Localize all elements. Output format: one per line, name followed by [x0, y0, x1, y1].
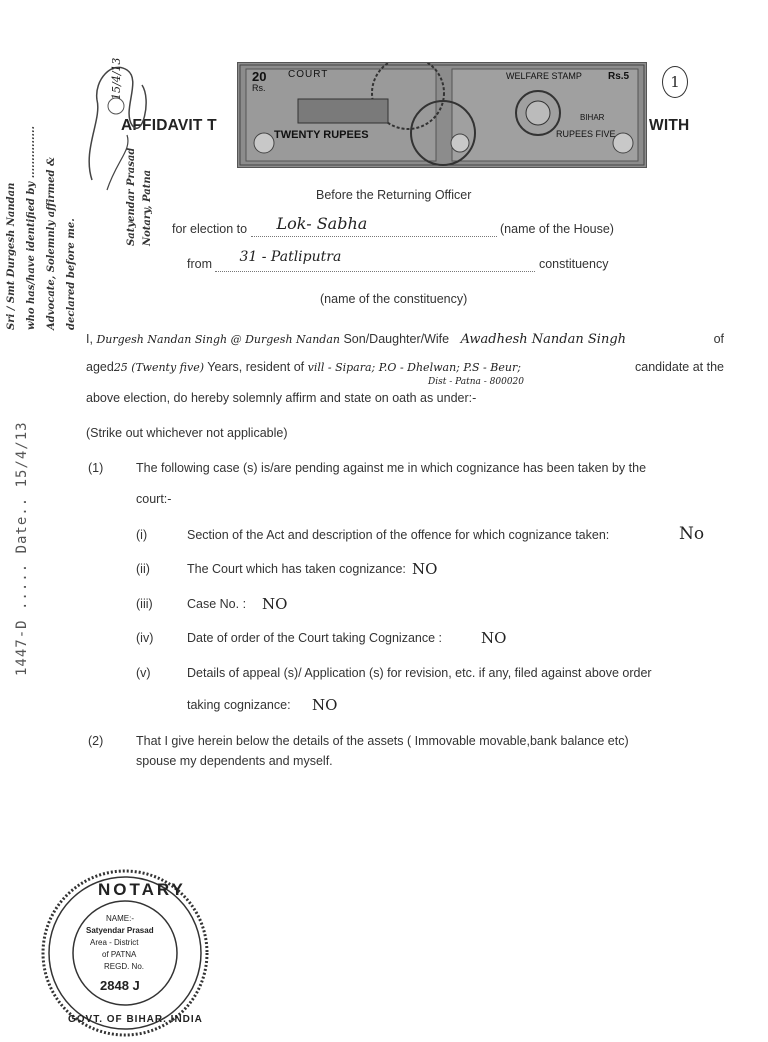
- stamp-welfare-label: WELFARE STAMP: [506, 71, 582, 81]
- attest-line1: Sri / Smt Durgesh Nandan: [6, 182, 17, 330]
- declarant-line: [86, 332, 726, 347]
- address-value: vill - Sipara; P.O - Dhelwan; P.S - Beur;: [307, 361, 521, 374]
- document-title-left: AFFIDAVIT T: [121, 117, 217, 134]
- seal-bottom-text: GOVT. OF BIHAR. INDIA: [68, 1014, 203, 1025]
- item-iii-number: (iii): [136, 597, 153, 611]
- item-v-value: NO: [312, 696, 338, 714]
- stamp-court-label: COURT: [288, 69, 329, 80]
- seal-city: of PATNA: [102, 950, 137, 959]
- item-i-value: No: [679, 524, 705, 544]
- stamp-twenty-label: TWENTY RUPEES: [274, 129, 369, 141]
- from-prefix: from: [187, 257, 212, 271]
- seal-area: Area - District: [90, 938, 139, 947]
- age-value: 25 (Twenty five): [113, 361, 205, 374]
- seal-name-label: NAME:-: [106, 914, 134, 923]
- item-iii-value: NO: [262, 595, 288, 613]
- district-value: Dist - Patna - 800020: [428, 377, 525, 387]
- section2-number: (2): [88, 734, 104, 748]
- item-v-number: (v): [136, 666, 151, 680]
- stamp-bihar-label: BIHAR: [580, 113, 605, 122]
- election-line: [172, 214, 614, 237]
- item-iv-value: NO: [481, 629, 507, 647]
- item-iv-label: Date of order of the Court taking Cognizance :: [187, 631, 443, 645]
- resident-label: Years, resident of: [207, 360, 305, 374]
- section1-text-line1: The following case (s) is/are pending against me in which cognizance has been taken by the: [136, 461, 647, 475]
- seal-number: 2848 J: [100, 978, 140, 993]
- seal-top-text: NOTARY: [98, 880, 186, 899]
- election-prefix: for election to: [172, 222, 248, 236]
- aged-label: aged: [86, 360, 114, 374]
- page-number: 1: [662, 66, 688, 98]
- signature-date: 15/4/13: [110, 57, 123, 100]
- notary-title: Notary, Patna: [142, 169, 153, 246]
- before-returning-officer: Before the Returning Officer: [316, 188, 472, 202]
- attestation-block: [6, 126, 80, 330]
- item-ii-value: NO: [412, 560, 438, 578]
- item-v-label: Details of appeal (s)/ Application (s) for revision, etc. if any, filed against above order: [187, 666, 652, 680]
- notary-seal: [40, 868, 210, 1038]
- attest-line4: declared before me.: [66, 218, 77, 330]
- election-value: Lok- Sabha: [276, 214, 368, 233]
- stamp-welfare-value: Rs.5: [608, 71, 630, 82]
- attest-line3: Advocate, Solemnly affirmed &: [46, 156, 57, 330]
- section2-text-line2: spouse my dependents and myself.: [136, 754, 333, 768]
- item-iv-number: (iv): [136, 631, 154, 645]
- i-label: I,: [86, 332, 93, 346]
- court-fee-stamp: [237, 62, 647, 168]
- registration-stamp: 1447-D ..... Date.. 15/4/13: [14, 421, 30, 676]
- item-i-number: (i): [136, 528, 148, 542]
- from-value: 31 - Patliputra: [239, 249, 342, 265]
- oath-text: above election, do hereby solemnly affirm and state on oath as under:-: [86, 391, 477, 405]
- stamp-unit: Rs.: [252, 83, 266, 93]
- from-value-field: [215, 249, 535, 272]
- document-title-right: WITH: [649, 117, 690, 134]
- item-iii-label: Case No. :: [187, 597, 247, 611]
- section1-number: (1): [88, 461, 104, 475]
- election-value-field: [251, 214, 497, 237]
- section2-text-line1: That I give herein below the details of the assets ( Immovable movable,bank balance etc): [136, 734, 629, 748]
- item-i-label: Section of the Act and description of the offence for which cognizance taken:: [187, 528, 610, 542]
- item-ii-label: The Court which has taken cognizance:: [187, 562, 406, 576]
- stamp-five-label: RUPEES FIVE: [556, 129, 616, 139]
- attest-line2: who has/have identified by ...............: [26, 126, 37, 330]
- election-suffix: (name of the House): [500, 222, 614, 236]
- candidate-label: candidate at the: [635, 360, 724, 374]
- strike-note: (Strike out whichever not applicable): [86, 426, 288, 440]
- item-v-label2: taking cognizance:: [187, 698, 291, 712]
- seal-regd: REGD. No.: [104, 962, 145, 971]
- item-ii-number: (ii): [136, 562, 150, 576]
- from-line: [187, 249, 609, 272]
- aged-line: [86, 360, 726, 374]
- seal-name: Satyendar Prasad: [86, 926, 154, 935]
- from-suffix: constituency: [538, 257, 609, 271]
- constituency-note: (name of the constituency): [320, 292, 468, 306]
- stamp-value-20: 20: [252, 69, 267, 84]
- section1-text-line2: court:-: [136, 492, 172, 506]
- of-label: of: [713, 332, 724, 346]
- parent-name: Awadhesh Nandan Singh: [460, 332, 627, 347]
- notary-name: Satyendar Prasad: [126, 147, 137, 246]
- relation-label: Son/Daughter/Wife: [343, 332, 450, 346]
- declarant-name: Durgesh Nandan Singh @ Durgesh Nandan: [96, 333, 340, 346]
